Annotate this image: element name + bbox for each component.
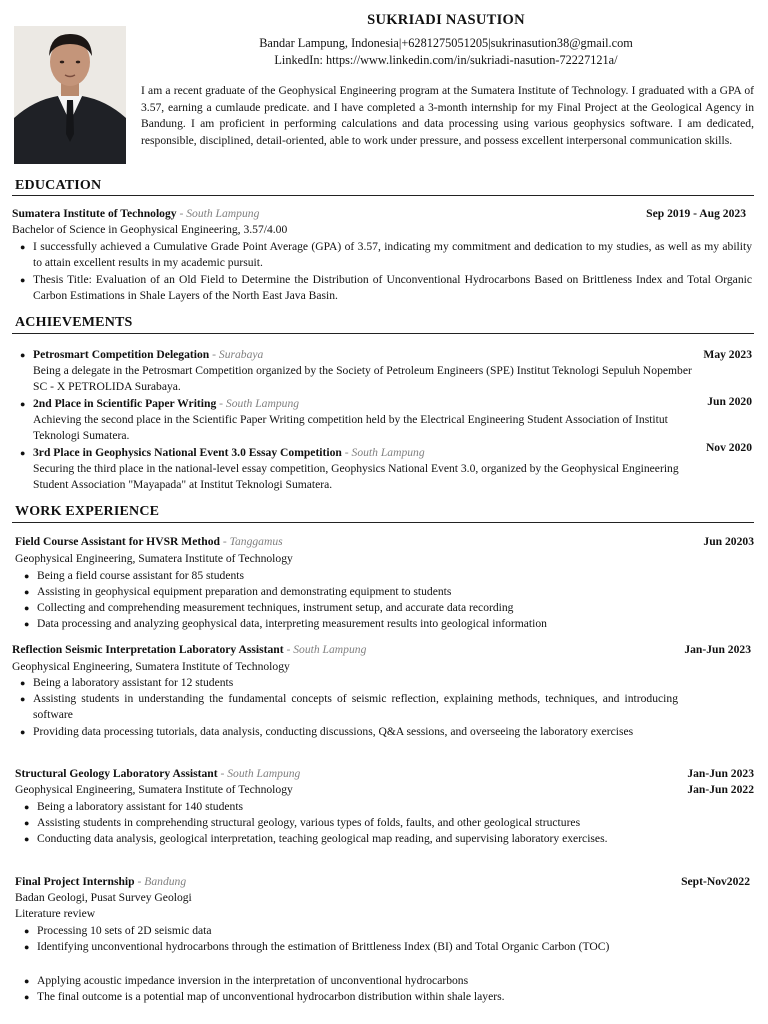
list-item: ● Data processing and analyzing geophysical data, interpreting measurement results into geological information: [37, 616, 737, 632]
achievement-title: 3rd Place in Geophysics National Event 3.0 Essay Competition: [33, 446, 342, 459]
bullet-icon: ●: [20, 399, 26, 409]
bullet-icon: ●: [24, 802, 30, 812]
achievement-description: Being a delegate in the Petrosmart Competition organized by the Society of Petroleum Engineers (SPE) Institut Teknologi Sepuluh Nopember SC - X PETROLIDA Surabaya.: [33, 364, 692, 394]
list-item: ● Applying acoustic impedance inversion in the interpretation of unconventional hydrocarbons: [37, 973, 697, 989]
job-title-row: Field Course Assistant for HVSR Method - Tanggamus: [15, 535, 283, 548]
list-item: ● Being a field course assistant for 85 students: [37, 568, 737, 584]
job-title: Reflection Seismic Interpretation Laboratory Assistant: [12, 643, 284, 656]
achievement-date: Jun 2020: [707, 395, 752, 408]
bullet-icon: ●: [20, 448, 26, 458]
list-item: ● Assisting in geophysical equipment preparation and demonstrating equipment to students: [37, 584, 737, 600]
job-location: Tanggamus: [229, 535, 283, 548]
bullet-icon: ●: [20, 694, 26, 704]
achievement-description: Achieving the second place in the Scientific Paper Writing competition held by the Electrical Engineering Student Association of Institut Teknologi Sumatera.: [33, 413, 668, 443]
job-date: Sept-Nov2022: [681, 875, 750, 888]
job-organization: Geophysical Engineering, Sumatera Institute of Technology: [15, 783, 293, 796]
job-organization: Badan Geologi, Pusat Survey Geologi: [15, 891, 192, 904]
list-item: ● Collecting and comprehending measurement techniques, instrument setup, and accurate data recording: [37, 600, 737, 616]
linkedin-url[interactable]: LinkedIn: https://www.linkedin.com/in/sukriadi-nasution-72227121a/: [274, 53, 618, 67]
list-item: ● Thesis Title: Evaluation of an Old Field to Determine the Distribution of Unconventional Hydrocarbons Based on Brittleness Index and Total Organic Carbon Estimations in Shale Layers of the North East Java Basin.: [20, 273, 752, 303]
job-date: Jan-Jun 2023: [684, 643, 751, 656]
achievement-item: ● Petrosmart Competition Delegation - Surabaya: [33, 347, 673, 363]
contact-info: Bandar Lampung, Indonesia|+6281275051205|sukrinasution38@gmail.com: [259, 36, 633, 50]
section-divider: [12, 522, 754, 523]
job-location: South Lampung: [293, 643, 367, 656]
job-title: Final Project Internship: [15, 875, 135, 888]
work-heading: WORK EXPERIENCE: [15, 504, 160, 519]
list-item: ● Providing data processing tutorials, data analysis, conducting discussions, Q&A sessions, and overseeing the laboratory exercises: [33, 724, 678, 740]
bullet-icon: ●: [20, 350, 26, 360]
job-title-row: Structural Geology Laboratory Assistant - South Lampung: [15, 767, 301, 780]
bullet-icon: ●: [20, 242, 26, 252]
section-divider: [12, 333, 754, 334]
bullet-icon: ●: [24, 603, 30, 613]
achievements-heading: ACHIEVEMENTS: [15, 315, 133, 330]
achievement-title: 2nd Place in Scientific Paper Writing: [33, 397, 217, 410]
job-date: Jun 20203: [703, 535, 754, 548]
job-date-secondary: Jan-Jun 2022: [687, 783, 754, 796]
list-item: ● Identifying unconventional hydrocarbons through the estimation of Brittleness Index (BI) and Total Organic Carbon (TOC): [37, 939, 697, 955]
list-item: ● Processing 10 sets of 2D seismic data: [37, 923, 697, 939]
achievement-location: South Lampung: [351, 446, 425, 459]
achievement-location: Surabaya: [218, 348, 264, 361]
bullet-icon: ●: [24, 976, 30, 986]
school-name: Sumatera Institute of Technology: [12, 207, 177, 220]
bullet-icon: ●: [20, 727, 26, 737]
bullet-icon: ●: [24, 818, 30, 828]
job-subtitle: Literature review: [15, 907, 96, 920]
bullet-icon: ●: [24, 619, 30, 629]
job-location: South Lampung: [227, 767, 301, 780]
list-item: ● Being a laboratory assistant for 140 students: [37, 799, 682, 815]
achievement-item: ● 2nd Place in Scientific Paper Writing - South Lampung: [33, 396, 673, 412]
list-item: ● I successfully achieved a Cumulative Grade Point Average (GPA) of 3.57, indicating my commitment and dedication to my studies, as well as my ability to attain excellent results in my academic pursuit.: [20, 240, 752, 270]
education-dates: Sep 2019 - Aug 2023: [646, 207, 746, 220]
job-title-row: Final Project Internship - Bandung: [15, 875, 187, 888]
list-item: ● Being a laboratory assistant for 12 students: [33, 675, 678, 691]
job-organization: Geophysical Engineering, Sumatera Institute of Technology: [15, 552, 293, 565]
job-date: Jan-Jun 2023: [687, 767, 754, 780]
list-item: ● The final outcome is a potential map of unconventional hydrocarbon distribution within shale layers.: [37, 989, 697, 1005]
list-item: ● Conducting data analysis, geological interpretation, teaching geological map reading, and supervising laboratory exercises.: [37, 831, 667, 847]
achievement-date: Nov 2020: [705, 441, 752, 454]
achievement-date: May 2023: [703, 348, 752, 361]
bullet-icon: ●: [24, 926, 30, 936]
job-title-row: Reflection Seismic Interpretation Laboratory Assistant - South Lampung: [12, 643, 367, 656]
bullet-icon: ●: [24, 942, 30, 952]
bullet-icon: ●: [24, 992, 30, 1002]
list-item: ● Assisting students in understanding the fundamental concepts of seismic reflection, explaining methods, techniques, and introducing software: [20, 692, 678, 722]
degree: Bachelor of Science in Geophysical Engineering, 3.57/4.00: [12, 223, 288, 236]
achievement-item: ● 3rd Place in Geophysics National Event 3.0 Essay Competition - South Lampung: [33, 445, 673, 461]
education-entry-title: Sumatera Institute of Technology - South Lampung: [12, 207, 260, 220]
bullet-icon: ●: [24, 834, 30, 844]
bullet-icon: ●: [20, 678, 26, 688]
job-organization: Geophysical Engineering, Sumatera Institute of Technology: [12, 660, 290, 673]
job-title: Structural Geology Laboratory Assistant: [15, 767, 218, 780]
candidate-name: SUKRIADI NASUTION: [367, 12, 525, 28]
school-location: South Lampung: [186, 207, 260, 220]
bullet-icon: ●: [20, 275, 26, 285]
job-location: Bandung: [144, 875, 187, 888]
achievement-description: Securing the third place in the national-level essay competition, Geophysics National Event 3.0, organized by the Geophysical Engineering Student Association "Mayapada" at Institut Teknologi Sumatera.: [33, 462, 679, 492]
bullet-icon: ●: [24, 571, 30, 581]
list-item: ● Assisting students in comprehending structural geology, various types of folds, faults, and other geological structures: [37, 815, 682, 831]
profile-summary: I am a recent graduate of the Geophysical Engineering program at the Sumatera Institute of Technology. I graduated with a GPA of 3.57, earning a cumlaude predicate. and I have completed a 3-month internship for my Final Project at the Geological Agency in Bandung. I am proficient in performing calculations and data processing using various geophysics software. I am dedicated, responsible, disciplined, detail-oriented, able to work under pressure, and possess excellent interpersonal communication skills.: [141, 84, 754, 147]
job-title: Field Course Assistant for HVSR Method: [15, 535, 220, 548]
achievement-location: South Lampung: [225, 397, 300, 410]
bullet-icon: ●: [24, 587, 30, 597]
section-divider: [12, 195, 754, 196]
education-heading: EDUCATION: [15, 178, 102, 193]
achievement-title: Petrosmart Competition Delegation: [33, 348, 210, 361]
